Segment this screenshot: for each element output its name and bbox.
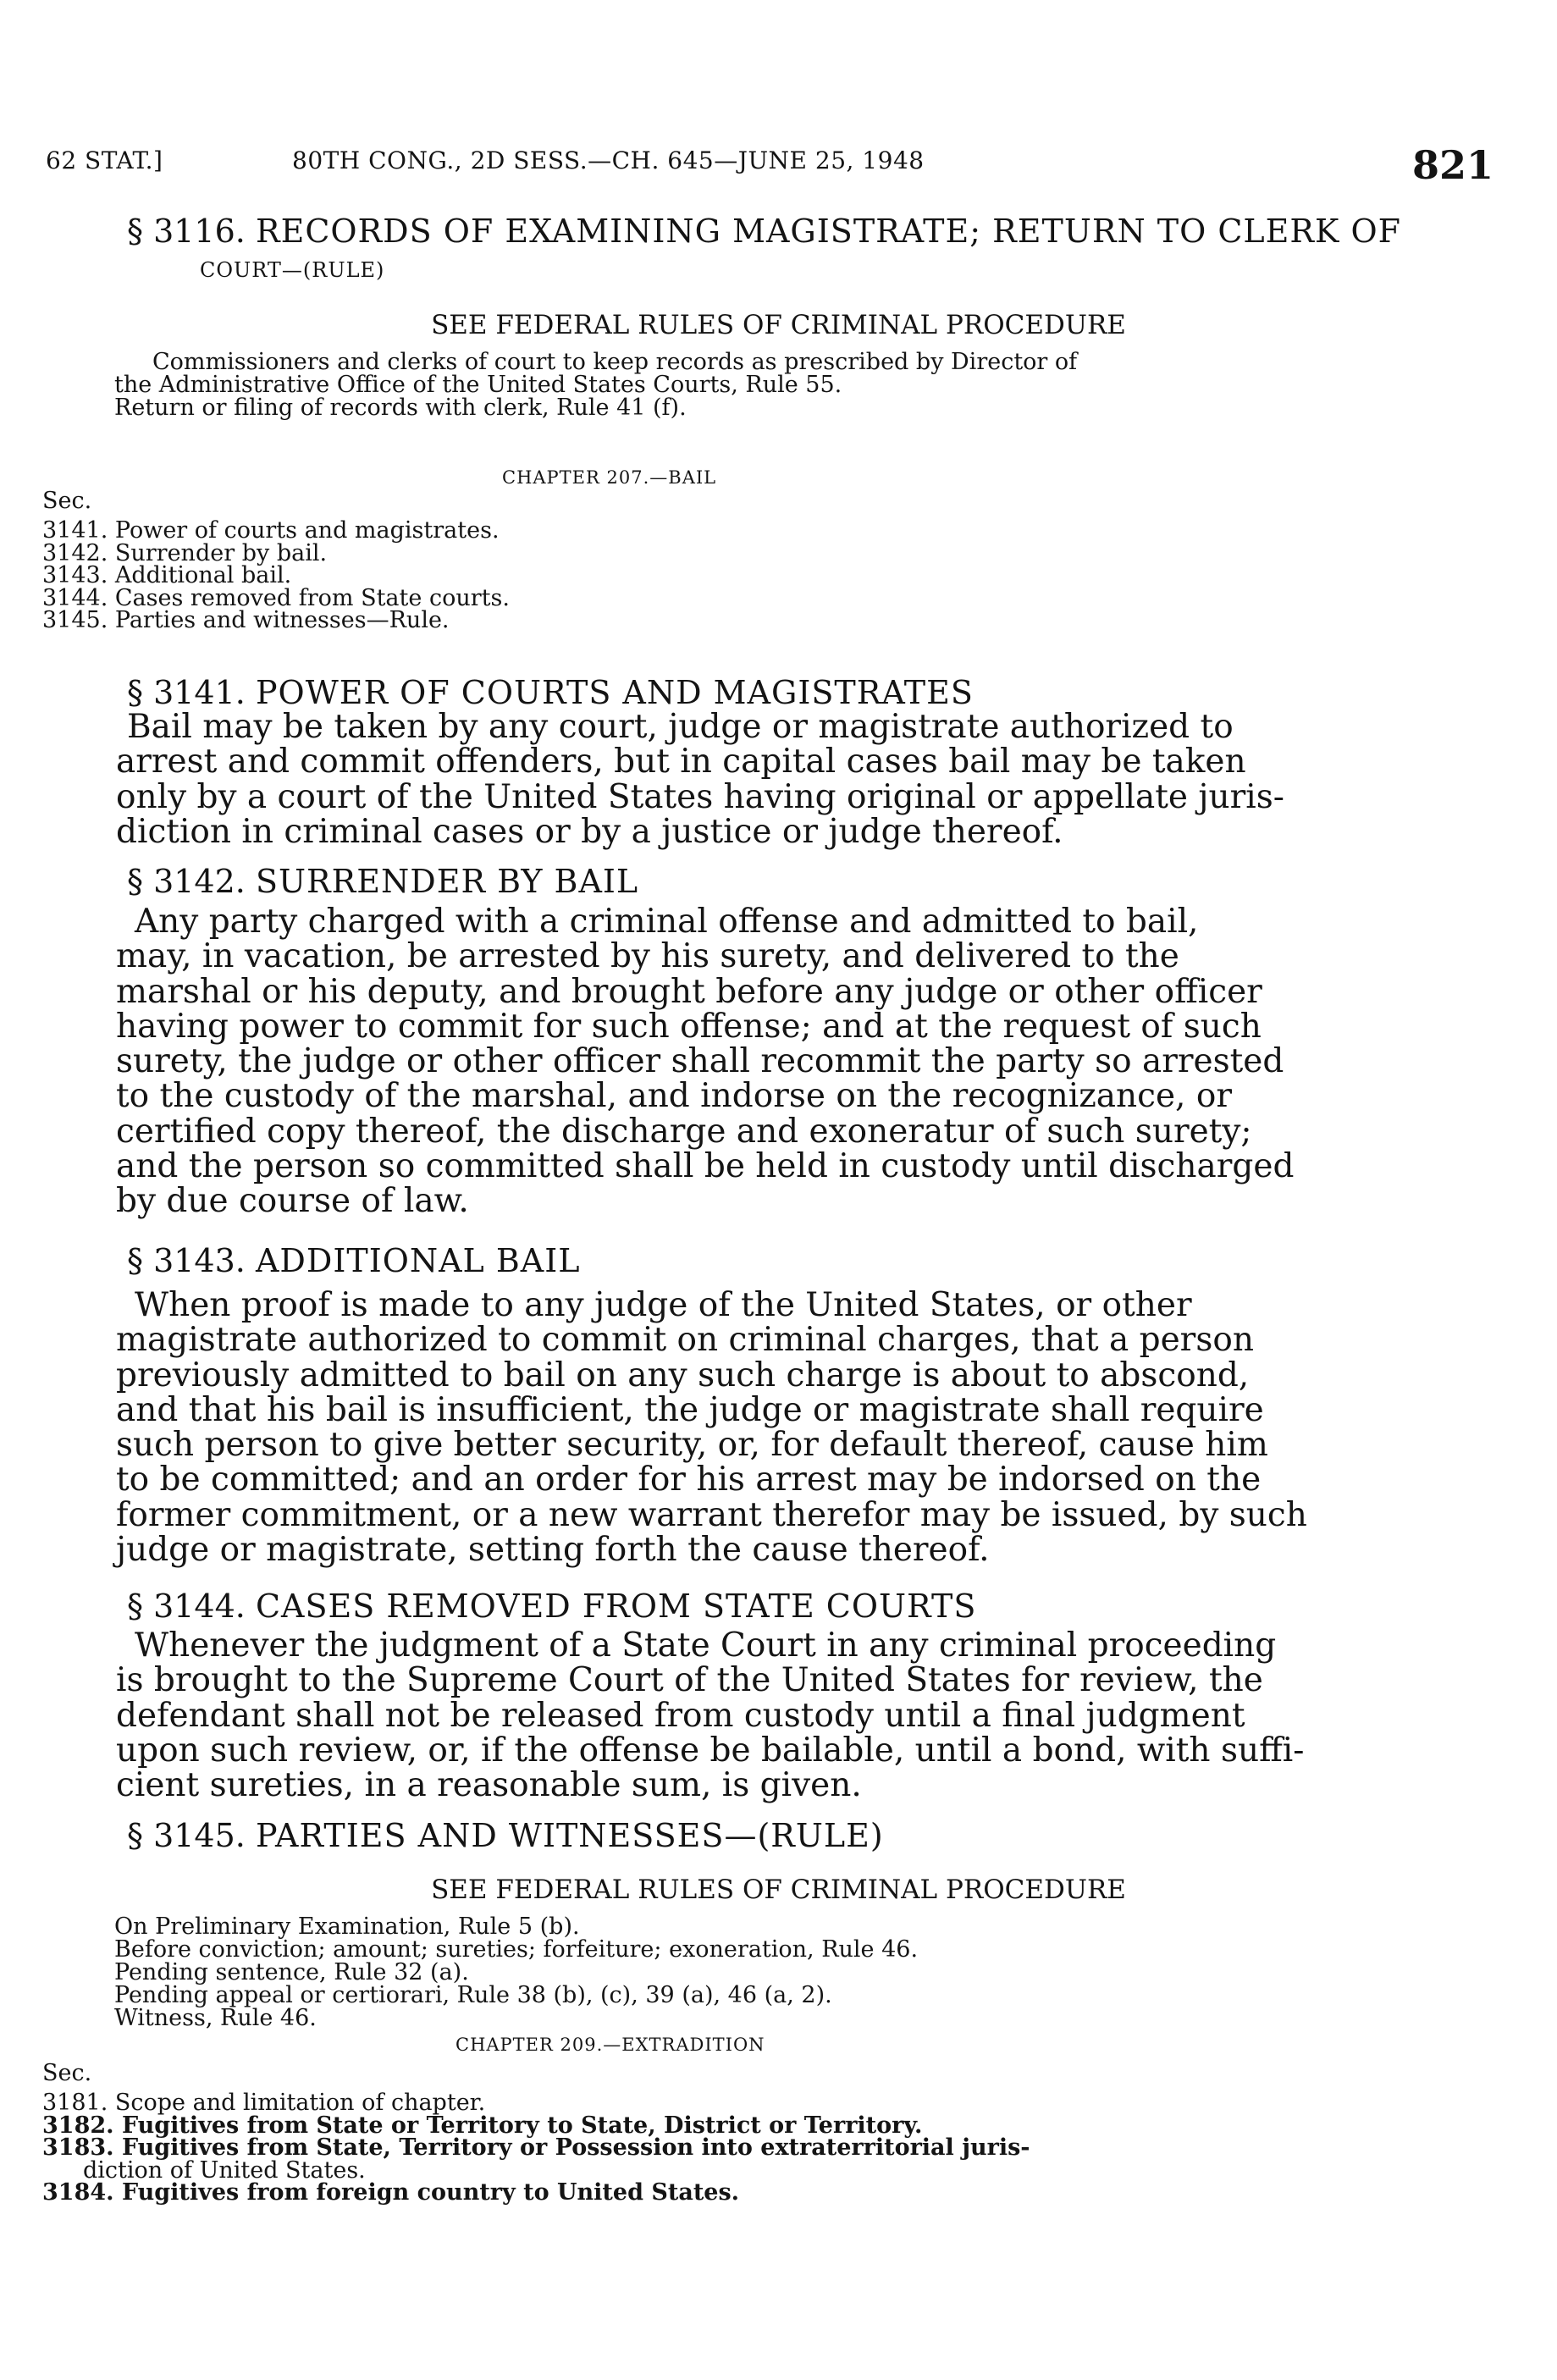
section-3143-number: § 3143. — [127, 1242, 246, 1279]
section-3144-heading — [127, 1587, 976, 1626]
section-3145-see-rules: SEE FEDERAL RULES OF CRIMINAL PROCEDURE — [431, 1875, 1126, 1905]
header-citation: 80TH CONG., 2D SESS.—CH. 645—JUNE 25, 1948 — [292, 146, 925, 174]
note-line: Pending appeal or certiorari, Rule 38 (b), (c), 39 (a), 46 (a, 2). — [114, 1982, 832, 2008]
text-line: and the person so committed shall be held in custody until discharged — [116, 1147, 1295, 1186]
text-line: judge or magistrate, setting forth the cause thereof. — [116, 1531, 990, 1570]
text-line: having power to commit for such offense; and at the request of such — [116, 1007, 1262, 1046]
section-3144-title: CASES REMOVED FROM STATE COURTS — [255, 1588, 977, 1625]
note-line: Pending sentence, Rule 32 (a). — [114, 1959, 469, 1985]
section-3116-number: § 3116. — [127, 213, 246, 250]
section-3116-notes — [114, 351, 1077, 419]
section-3141-heading — [127, 673, 974, 712]
chapter-209-sec-label: Sec. — [42, 2060, 92, 2086]
text-line: defendant shall not be released from custody until a final judgment — [116, 1696, 1245, 1735]
text-line: to be committed; and an order for his arrest may be indorsed on the — [116, 1461, 1262, 1499]
note-line: Return or filing of records with clerk, Rule 41 (f). — [114, 395, 687, 421]
text-line: arrest and commit offenders, but in capital cases bail may be taken — [116, 743, 1246, 781]
chapter-209-contents — [42, 2092, 1030, 2205]
section-3116-title-continued: COURT—(RULE) — [200, 258, 385, 282]
text-line: upon such review, or, if the offense be bailable, until a bond, with suffi- — [116, 1731, 1305, 1770]
note-line: Witness, Rule 46. — [114, 2005, 317, 2031]
section-3116-heading — [127, 212, 1401, 251]
section-3145-title: PARTIES AND WITNESSES—(RULE) — [255, 1817, 884, 1854]
text-line: former commitment, or a new warrant therefor may be issued, by such — [116, 1495, 1307, 1534]
toc-item: 3183. Fugitives from State, Territory or Possession into extraterritorial juris- — [42, 2134, 1030, 2161]
text-line: magistrate authorized to commit on criminal charges, that a person — [116, 1321, 1254, 1360]
text-line: and that his bail is insufficient, the judge or magistrate shall require — [116, 1390, 1264, 1429]
section-3144-number: § 3144. — [127, 1588, 246, 1625]
section-3141-title: POWER OF COURTS AND MAGISTRATES — [255, 674, 974, 711]
text-line: previously admitted to bail on any such charge is about to abscond, — [116, 1356, 1250, 1394]
text-line: surety, the judge or other officer shall recommit the party so arrested — [116, 1042, 1284, 1081]
section-3145-heading — [127, 1816, 884, 1855]
toc-item: 3143. Additional bail. — [42, 562, 292, 588]
text-line: cient sureties, in a reasonable sum, is given. — [116, 1766, 862, 1805]
toc-item: 3141. Power of courts and magistrates. — [42, 517, 500, 544]
text-line: certified copy thereof, the discharge and exoneratur of such surety; — [116, 1112, 1252, 1151]
section-3141-text — [116, 708, 1284, 851]
toc-item: 3182. Fugitives from State or Territory to State, District or Territory. — [42, 2112, 923, 2139]
note-line: Before conviction; amount; sureties; forfeiture; exoneration, Rule 46. — [114, 1936, 919, 1963]
text-line: marshal or his deputy, and brought before any judge or other officer — [116, 972, 1262, 1011]
note-line: On Preliminary Examination, Rule 5 (b). — [114, 1913, 580, 1940]
section-3142-title: SURRENDER BY BAIL — [255, 863, 639, 900]
text-line: only by a court of the United States having original or appellate juris- — [116, 777, 1284, 816]
toc-item: 3184. Fugitives from foreign country to United States. — [42, 2179, 740, 2206]
section-3143-text — [116, 1286, 1307, 1570]
toc-item: 3181. Scope and limitation of chapter. — [42, 2090, 486, 2116]
text-line: Whenever the judgment of a State Court in any criminal proceeding — [135, 1626, 1277, 1665]
section-3143-title: ADDITIONAL BAIL — [255, 1242, 581, 1279]
chapter-207-sec-label: Sec. — [42, 488, 92, 514]
text-line: Any party charged with a criminal offense and admitted to bail, — [135, 903, 1199, 941]
text-line: Bail may be taken by any court, judge or magistrate authorized to — [127, 708, 1234, 746]
note-line: the Administrative Office of the United States Courts, Rule 55. — [114, 372, 842, 398]
toc-item: 3145. Parties and witnesses—Rule. — [42, 607, 450, 633]
page-number: 821 — [1412, 142, 1494, 188]
text-line: by due course of law. — [116, 1182, 469, 1221]
text-line: When proof is made to any judge of the United States, or other — [135, 1286, 1192, 1324]
section-3142-text — [116, 903, 1295, 1221]
chapter-209-heading: CHAPTER 209.—EXTRADITION — [456, 2035, 765, 2055]
section-3144-text — [116, 1626, 1305, 1805]
toc-item: 3142. Surrender by bail. — [42, 539, 328, 566]
section-3145-number: § 3145. — [127, 1817, 246, 1854]
chapter-207-contents — [42, 517, 510, 633]
section-3116-see-rules: SEE FEDERAL RULES OF CRIMINAL PROCEDURE — [431, 310, 1126, 340]
text-line: to the custody of the marshal, and indorse on the recognizance, or — [116, 1077, 1232, 1116]
note-line: Commissioners and clerks of court to keep records as prescribed by Director of — [152, 349, 1078, 375]
section-3142-number: § 3142. — [127, 863, 246, 900]
text-line: such person to give better security, or, for default thereof, cause him — [116, 1426, 1268, 1465]
toc-item-continued: diction of United States. — [83, 2156, 366, 2184]
section-3143-heading — [127, 1241, 580, 1280]
text-line: is brought to the Supreme Court of the United States for review, the — [116, 1661, 1263, 1700]
header-volume: 62 STAT.] — [46, 146, 163, 174]
section-3145-notes — [114, 1915, 918, 2029]
section-3141-number: § 3141. — [127, 674, 246, 711]
chapter-207-heading: CHAPTER 207.—BAIL — [502, 467, 717, 488]
section-3142-heading — [127, 862, 638, 901]
text-line: diction in criminal cases or by a justice or judge thereof. — [116, 812, 1063, 851]
section-3116-title: RECORDS OF EXAMINING MAGISTRATE; RETURN TO CLERK OF — [255, 213, 1402, 250]
toc-item: 3144. Cases removed from State courts. — [42, 584, 510, 611]
text-line: may, in vacation, be arrested by his surety, and delivered to the — [116, 937, 1179, 976]
